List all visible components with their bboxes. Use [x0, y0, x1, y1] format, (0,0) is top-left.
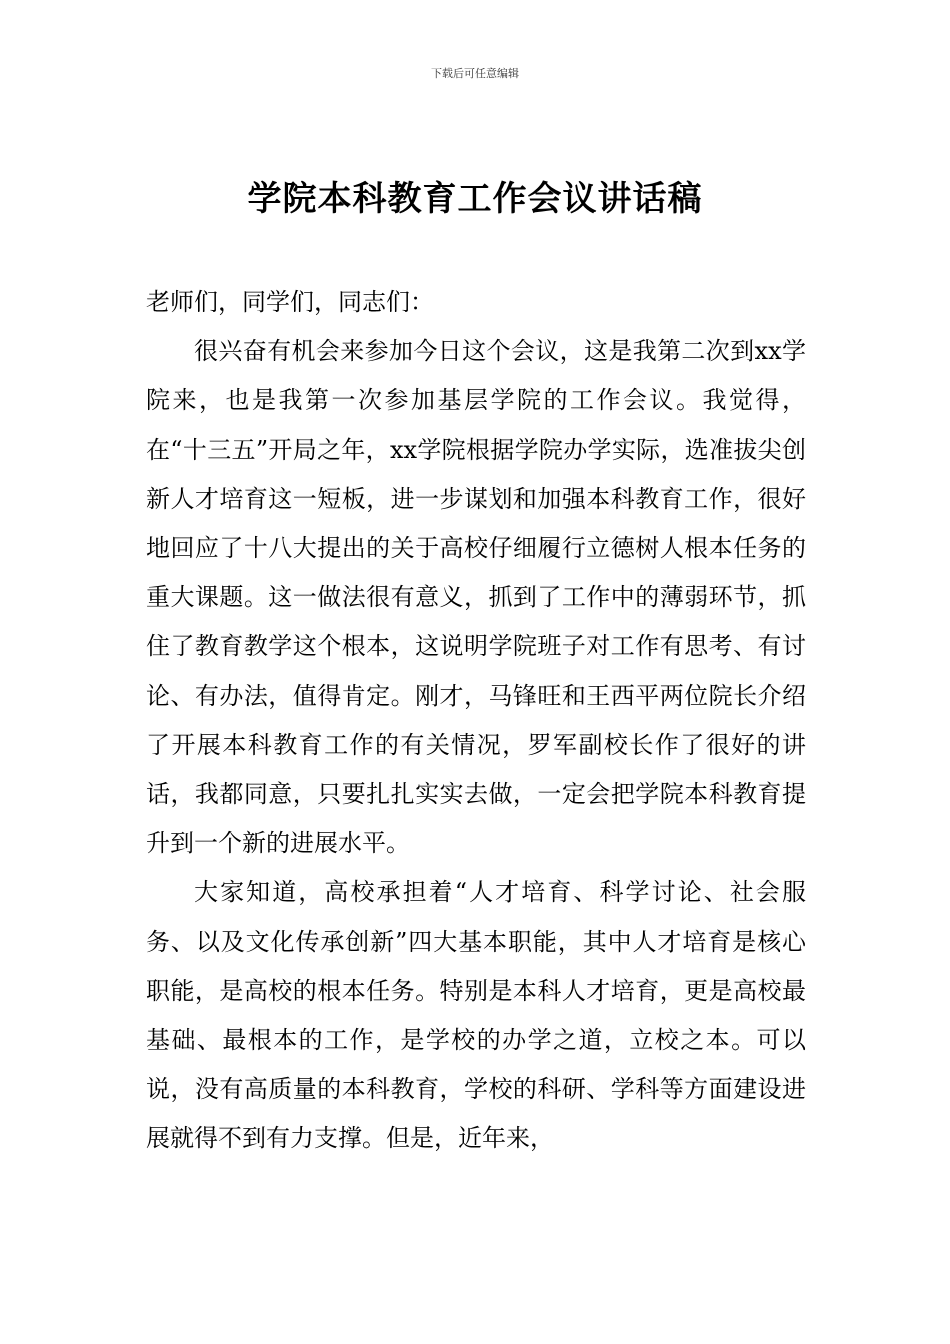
salutation: 老师们，同学们，同志们：	[146, 288, 434, 316]
body-paragraph: 大家知道，高校承担着“人才培育、科学讨论、社会服务、以及文化传承创新”四大基本职能，其中人才培育是核心职能，是高校的根本任务。特别是本科人才培育，更是高校最基础、最根本的工作，是学校的办学之道，立校之本。可以说，没有高质量的本科教育，学校的科研、学科等方面建设进展就得不到有力支撑。但是，近年来，	[146, 878, 806, 1153]
document-body	[146, 278, 806, 1164]
document-title: 学院本科教育工作会议讲话稿	[247, 179, 703, 219]
body-paragraph: 很兴奋有机会来参加今日这个会议，这是我第二次到xx学院来，也是我第一次参加基层学院的工作会议。我觉得，在“十三五”开局之年，xx学院根据学院办学实际，选准拔尖创新人才培育这一短板，进一步谋划和加强本科教育工作，很好地回应了十八大提出的关于高校仔细履行立德树人根本任务的重大课题。这一做法很有意义，抓到了工作中的薄弱环节，抓住了教育教学这个根本，这说明学院班子对工作有思考、有讨论、有办法，值得肯定。刚才，马锋旺和王西平两位院长介绍了开展本科教育工作的有关情况，罗军副校长作了很好的讲话，我都同意，只要扎扎实实去做，一定会把学院本科教育提升到一个新的进展水平。	[146, 337, 806, 858]
header-note: 下载后可任意编辑	[431, 67, 519, 80]
